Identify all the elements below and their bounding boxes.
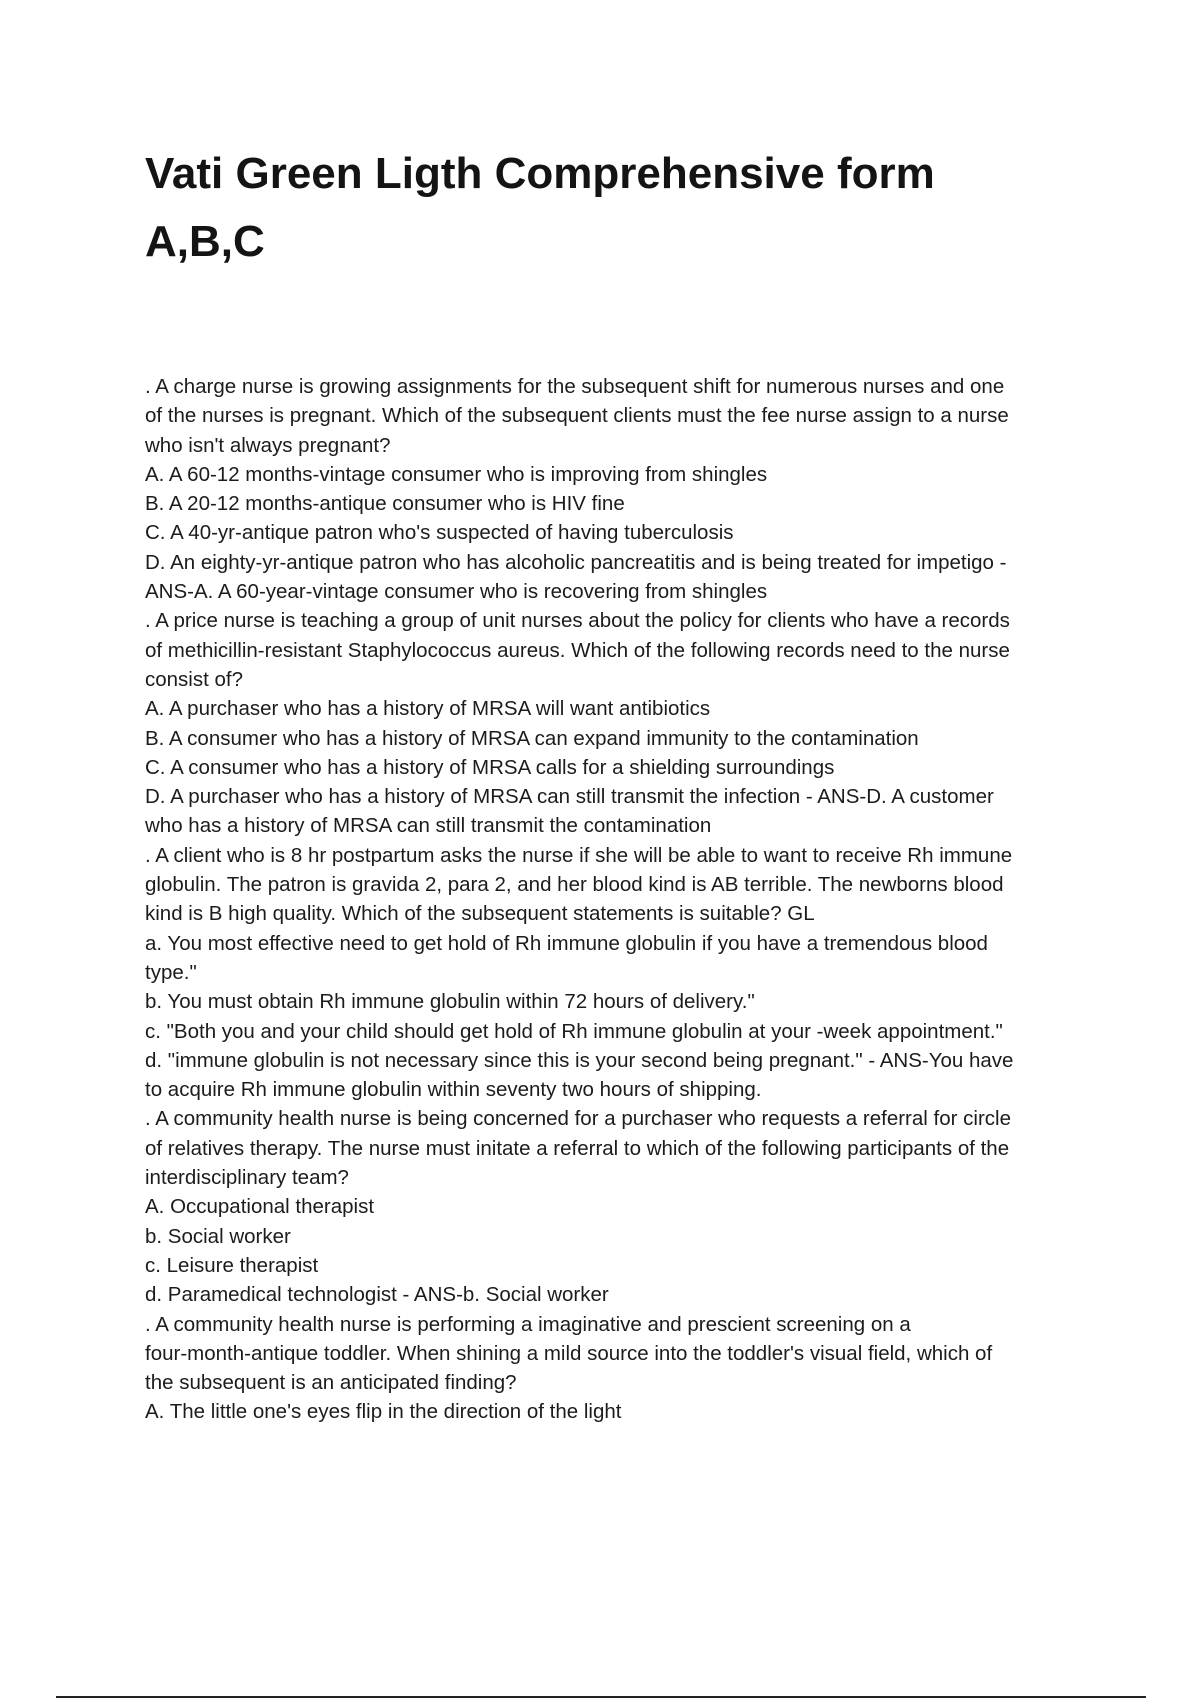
text-line: interdisciplinary team? xyxy=(145,1166,349,1190)
text-line: to acquire Rh immune globulin within seventy two hours of shipping. xyxy=(145,1078,762,1102)
text-line: d. Paramedical technologist - ANS-b. Social worker xyxy=(145,1283,609,1307)
text-line: . A community health nurse is being concerned for a purchaser who requests a referral for circle xyxy=(145,1107,1011,1131)
text-line: C. A 40-yr-antique patron who's suspected of having tuberculosis xyxy=(145,521,734,545)
text-line: b. Social worker xyxy=(145,1224,291,1248)
text-line: of relatives therapy. The nurse must initate a referral to which of the following participants of the xyxy=(145,1136,1010,1160)
text-line: four-month-antique toddler. When shining a mild source into the toddler's visual field, which of xyxy=(145,1341,993,1365)
text-line: a. You most effective need to get hold of Rh immune globulin if you have a tremendous blood xyxy=(145,931,988,955)
text-line: ANS-A. A 60-year-vintage consumer who is recovering from shingles xyxy=(145,580,768,604)
text-line: . A client who is 8 hr postpartum asks the nurse if she will be able to want to receive Rh immune xyxy=(145,843,1013,867)
text-line: A. The little one's eyes flip in the direction of the light xyxy=(145,1400,622,1424)
text-line: . A price nurse is teaching a group of unit nurses about the policy for clients who have a records xyxy=(145,609,1010,633)
title-line-2: A,B,C xyxy=(145,217,265,266)
text-line: C. A consumer who has a history of MRSA calls for a shielding surroundings xyxy=(145,755,835,779)
text-line: who has a history of MRSA can still transmit the contamination xyxy=(145,814,712,838)
title-line-1: Vati Green Ligth Comprehensive form xyxy=(145,149,935,198)
text-line: of the nurses is pregnant. Which of the subsequent clients must the fee nurse assign to a nurse xyxy=(145,404,1009,428)
text-line: globulin. The patron is gravida 2, para 2, and her blood kind is AB terrible. The newborns blood xyxy=(145,873,1004,897)
text-line: b. You must obtain Rh immune globulin within 72 hours of delivery." xyxy=(145,990,755,1014)
text-line: who isn't always pregnant? xyxy=(145,433,391,457)
text-line: D. An eighty-yr-antique patron who has alcoholic pancreatitis and is being treated for impetigo - xyxy=(145,550,1007,574)
text-line: . A community health nurse is performing a imaginative and prescient screening on a xyxy=(145,1312,911,1336)
text-line: consist of? xyxy=(145,667,243,691)
text-line: of methicillin-resistant Staphylococcus aureus. Which of the following records need to the nurse xyxy=(145,638,1010,662)
text-line: A. A purchaser who has a history of MRSA will want antibiotics xyxy=(145,697,711,721)
page-bottom-rule xyxy=(56,1696,1146,1698)
text-line: the subsequent is an anticipated finding? xyxy=(145,1371,517,1395)
text-line: D. A purchaser who has a history of MRSA can still transmit the infection - ANS-D. A customer xyxy=(145,785,994,809)
text-line: B. A 20-12 months-antique consumer who is HIV fine xyxy=(145,492,625,516)
text-line: type." xyxy=(145,960,197,984)
text-line: c. Leisure therapist xyxy=(145,1253,319,1277)
text-line: A. Occupational therapist xyxy=(145,1195,375,1219)
document-title xyxy=(145,140,1085,276)
text-line: A. A 60-12 months-vintage consumer who is improving from shingles xyxy=(145,462,768,486)
text-line: kind is B high quality. Which of the subsequent statements is suitable? GL xyxy=(145,902,815,926)
text-line: d. "immune globulin is not necessary since this is your second being pregnant." - ANS-You have xyxy=(145,1048,1014,1072)
text-line: B. A consumer who has a history of MRSA can expand immunity to the contamination xyxy=(145,726,919,750)
text-line: . A charge nurse is growing assignments for the subsequent shift for numerous nurses and one xyxy=(145,375,1005,398)
document-body xyxy=(145,372,1085,1427)
text-line: c. "Both you and your child should get hold of Rh immune globulin at your -week appointment." xyxy=(145,1019,1003,1043)
